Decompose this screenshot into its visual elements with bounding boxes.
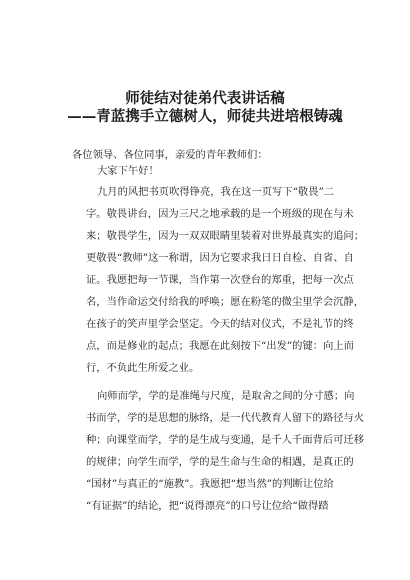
body-line: 在孩子的笑声里学会坚定。今天的结对仪式，不是礼节的终	[86, 318, 354, 330]
body-line: 证。我愿把每一节课，当作第一次登台的郑重，把每一次点	[86, 274, 354, 286]
body-line: 字。敬畏讲台，因为三尺之地承载的是一个班级的现在与未	[86, 208, 354, 220]
body-line: 种；向课堂而学，学的是生成与变通，是千人千面背后可迁移	[86, 434, 365, 446]
body-line: 来；敬畏学生，因为一双双眼睛里装着对世界最真实的追问；	[86, 230, 365, 242]
greeting-line: 大家下午好！	[97, 165, 159, 177]
body-line: 九月的风把书页吹得铮亮，我在这一页写下“敬畏”二	[97, 186, 335, 198]
body-line: 更敬畏“教师”这一称谓，因为它要求我日日自检、自省、自	[86, 252, 354, 264]
body-line: 名，当作命运交付给我的呼唤；愿在粉笔的微尘里学会沉静，	[86, 296, 365, 308]
body-line: “国材”与真正的“施教”。我愿把“想当然”的判断让位给	[86, 478, 334, 490]
document-subtitle: ——青蓝携手立德树人，师徒共进培根铸魂	[67, 108, 343, 125]
body-line: 向师而学，学的是准绳与尺度，是取舍之间的分寸感；向	[97, 390, 355, 402]
body-line: 书而学，学的是思想的脉络，是一代代教育人留下的路径与火	[86, 412, 365, 424]
salutation-line: 各位领导、各位同事，亲爱的青年教师们：	[72, 149, 268, 161]
body-line: 行，不负此生所爱之业。	[86, 362, 200, 374]
body-line: 点，而是修业的起点；我愿在此刻按下“出发”的键：向上而	[86, 340, 354, 352]
body-line: 的规律；向学生而学，学的是生命与生命的相遇，是真正的	[86, 456, 354, 468]
document-title: 师徒结对徒弟代表讲话稿	[125, 90, 285, 107]
body-line: “有证据”的结论，把“说得漂亮”的口号让位给“做得踏	[86, 500, 329, 512]
